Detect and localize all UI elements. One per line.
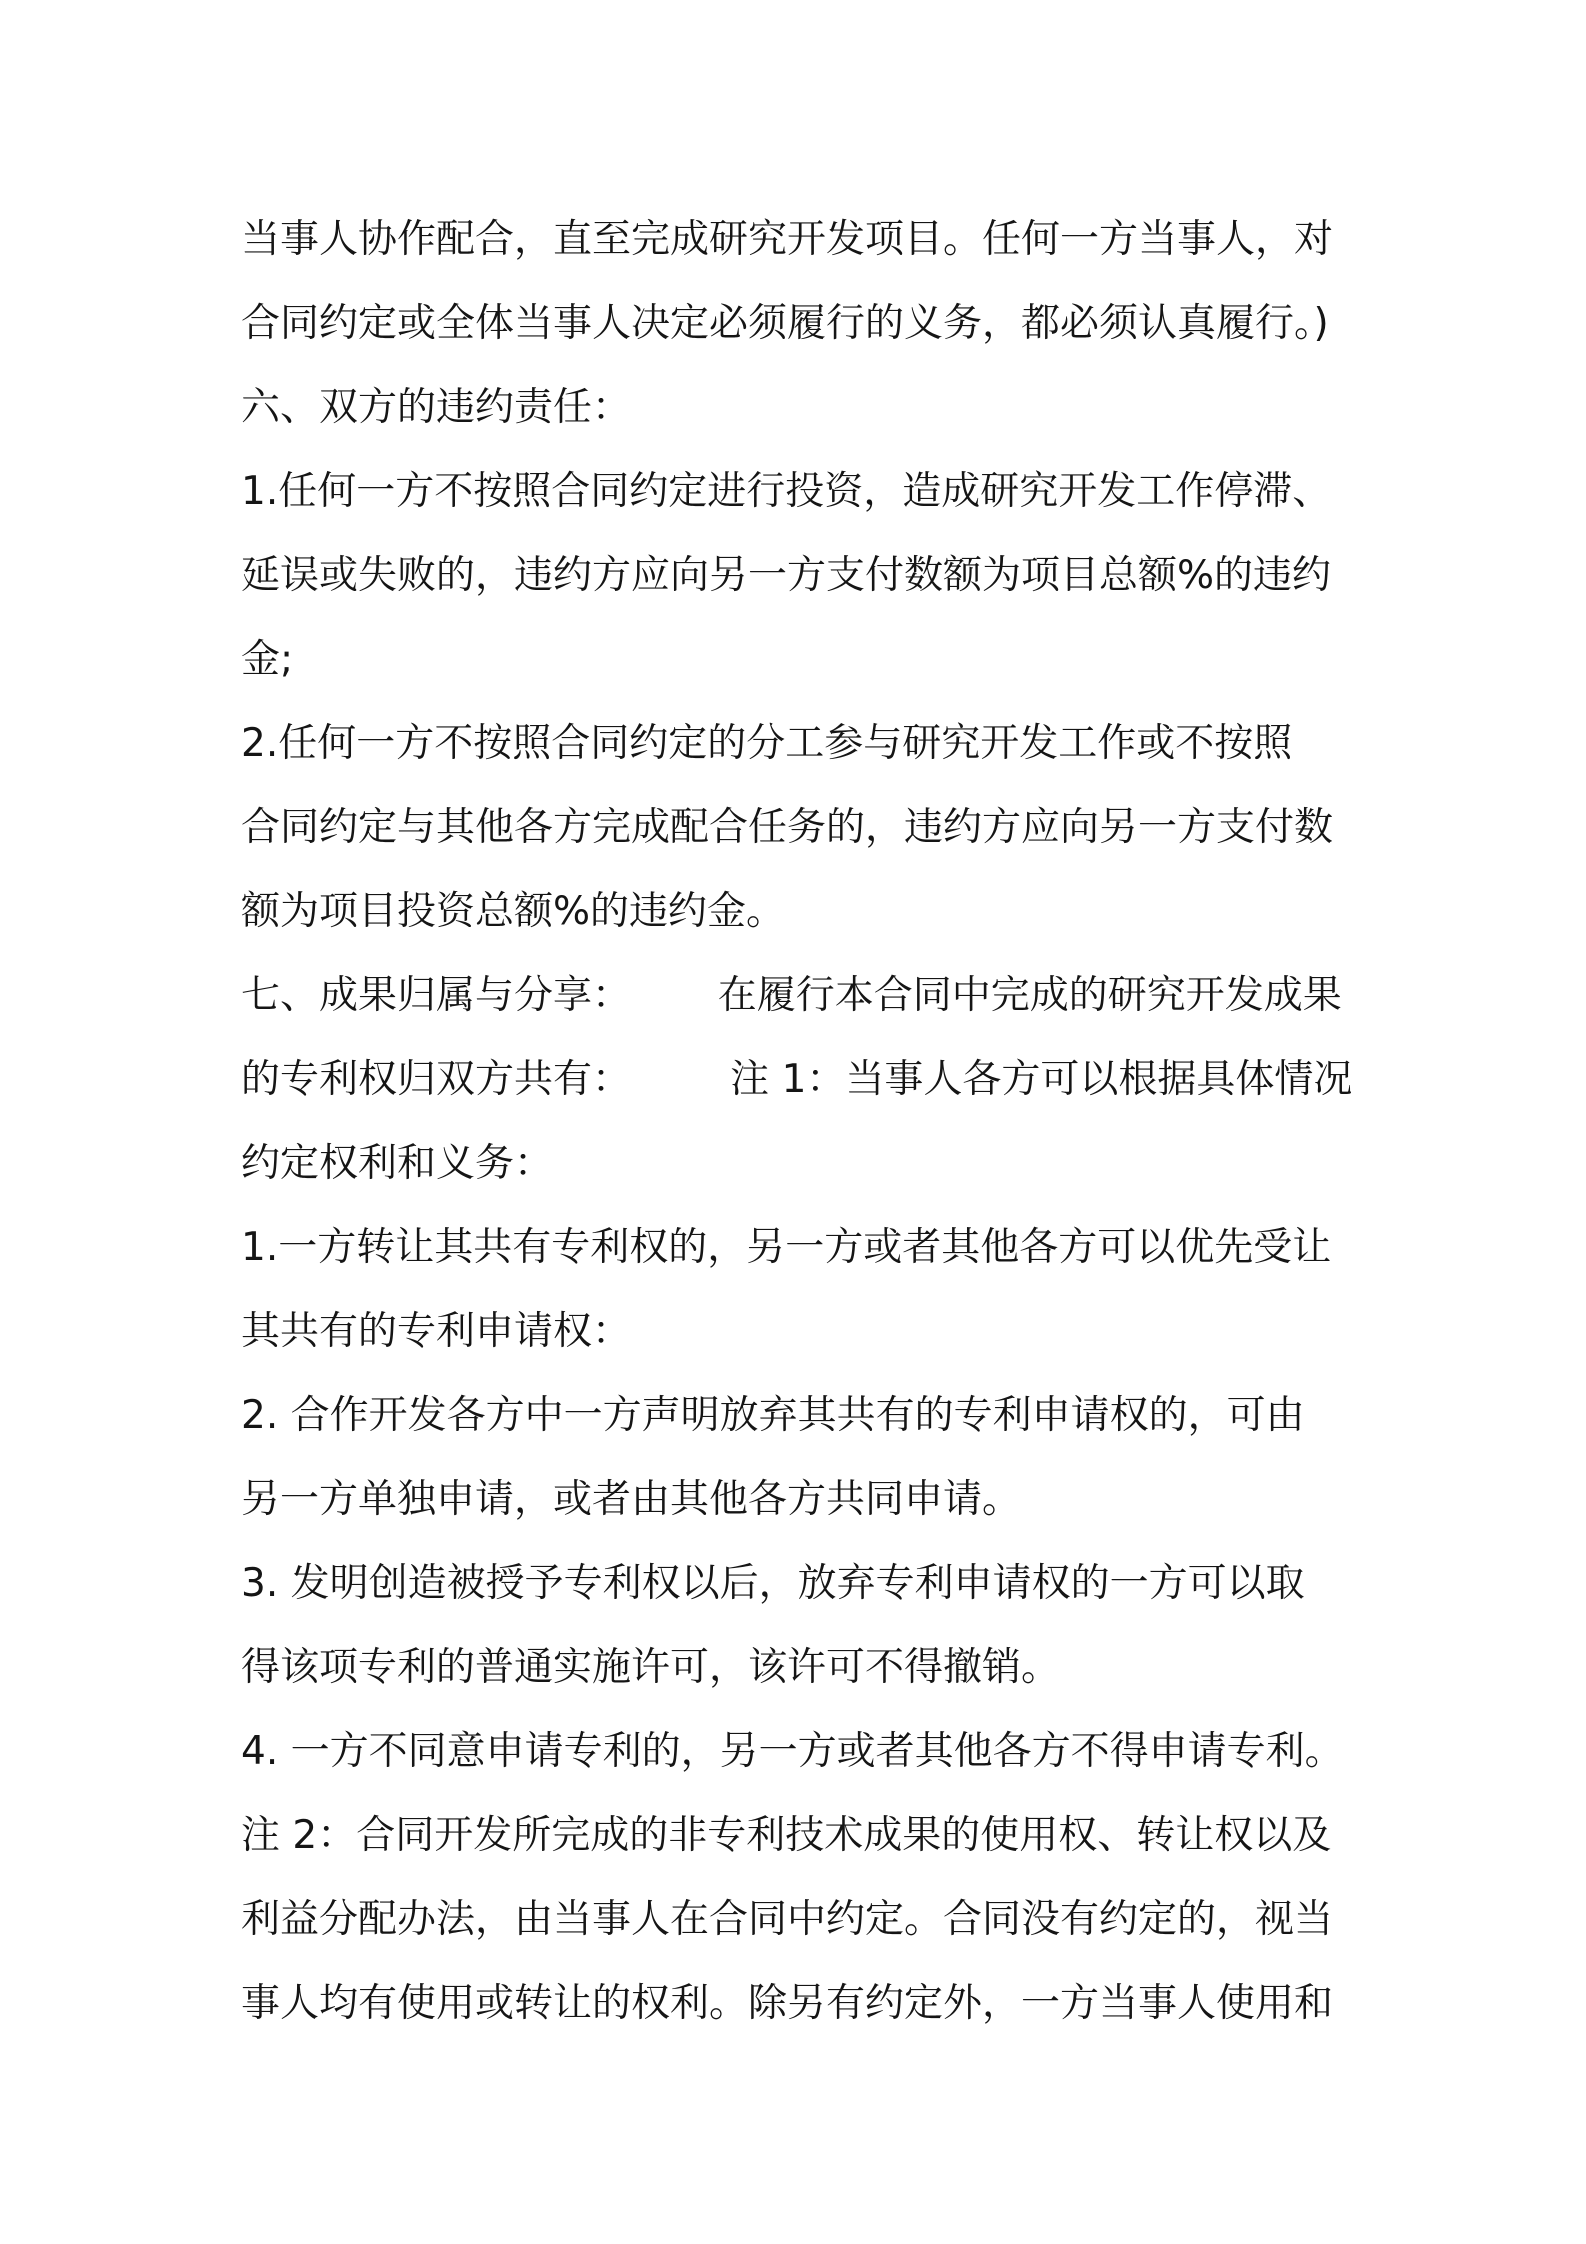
text-line: 合同约定与其他各方完成配合任务的，违约方应向另一方支付数	[241, 805, 1334, 850]
text-line: 2. 合作开发各方中一方声明放弃其共有的专利申请权的，可由	[241, 1393, 1305, 1438]
section-heading-results-ownership: 七、成果归属与分享： 在履行本合同中完成的研究开发成果	[241, 973, 1342, 1018]
section-heading-breach-liability: 六、双方的违约责任：	[241, 385, 632, 430]
text-line: 当事人协作配合，直至完成研究开发项目。任何一方当事人，对	[241, 217, 1334, 262]
text-line: 额为项目投资总额%的违约金。	[241, 889, 786, 934]
text-line: 3. 发明创造被授予专利权以后，放弃专利申请权的一方可以取	[241, 1561, 1305, 1606]
text-line: 的专利权归双方共有： 注 1：当事人各方可以根据具体情况	[241, 1057, 1353, 1102]
text-line: 得该项专利的普通实施许可，该许可不得撤销。	[241, 1645, 1061, 1690]
text-line: 利益分配办法，由当事人在合同中约定。合同没有约定的，视当	[241, 1897, 1334, 1942]
text-line: 1.一方转让其共有专利权的，另一方或者其他各方可以优先受让	[241, 1225, 1332, 1270]
text-line: 1.任何一方不按照合同约定进行投资，造成研究开发工作停滞、	[241, 469, 1332, 514]
text-line: 金;	[241, 637, 294, 682]
contract-text-body	[241, 198, 1361, 2046]
text-line: 4. 一方不同意申请专利的，另一方或者其他各方不得申请专利。	[241, 1729, 1344, 1774]
text-line: 注 2：合同开发所完成的非专利技术成果的使用权、转让权以及	[241, 1813, 1332, 1858]
text-line: 另一方单独申请，或者由其他各方共同申请。	[241, 1477, 1022, 1522]
text-line: 合同约定或全体当事人决定必须履行的义务，都必须认真履行。)	[241, 301, 1329, 346]
text-line: 约定权利和义务：	[241, 1141, 554, 1186]
text-line: 延误或失败的，违约方应向另一方支付数额为项目总额%的违约	[241, 553, 1332, 598]
text-line: 事人均有使用或转让的权利。除另有约定外，一方当事人使用和	[241, 1981, 1334, 2026]
text-line: 其共有的专利申请权：	[241, 1309, 632, 1354]
text-line: 2.任何一方不按照合同约定的分工参与研究开发工作或不按照	[241, 721, 1293, 766]
